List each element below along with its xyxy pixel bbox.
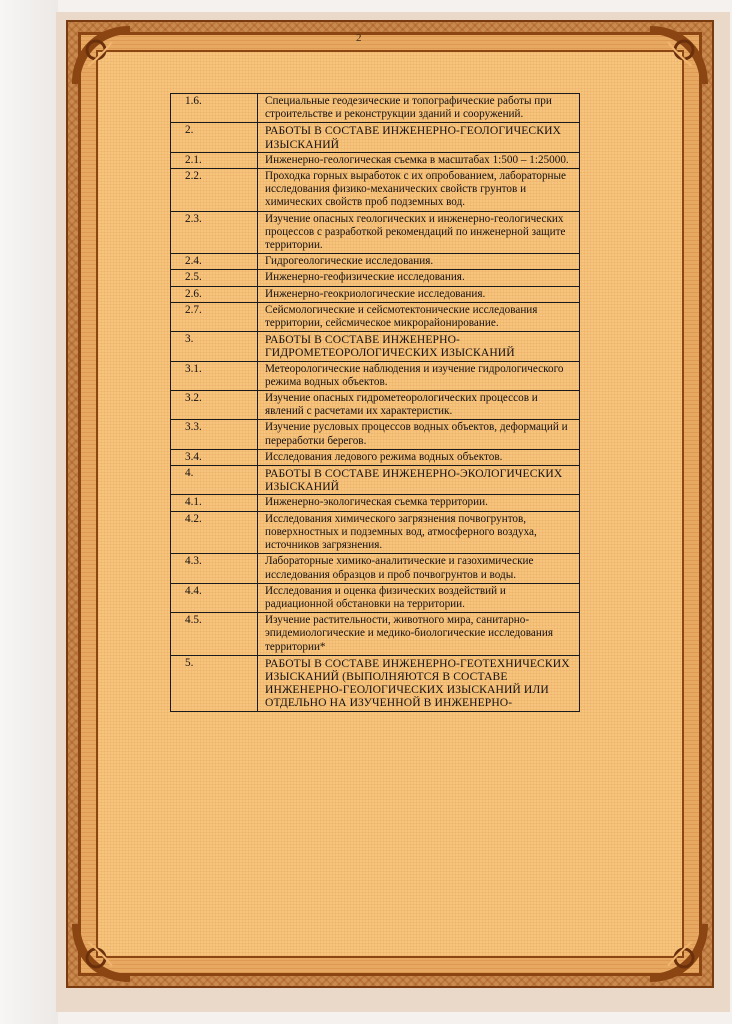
works-table [170,93,580,712]
item-description: Гидрогеологические исследования. [258,254,580,270]
item-description: Инженерно-геологическая съемка в масштабах 1:500 – 1:25000. [258,152,580,168]
page-number: 2 [356,32,362,44]
item-number: 3.4. [171,449,258,465]
table-row [171,613,580,656]
item-number: 2.7. [171,302,258,331]
corner-ornament-icon [66,918,136,988]
item-number: 4. [171,466,258,495]
item-number: 4.5. [171,613,258,656]
table-row [171,169,580,212]
item-number: 5. [171,655,258,711]
item-description: Исследования и оценка физических воздействий и радиационной обстановки на территории. [258,583,580,612]
item-description: Инженерно-экологическая съемка территории. [258,495,580,511]
item-description: Проходка горных выработок с их опробованием, лабораторные исследования физико-механических свойств грунтов и химических свойств проб подземных вод. [258,169,580,212]
table-row [171,583,580,612]
table-row [171,211,580,254]
section-heading: РАБОТЫ В СОСТАВЕ ИНЖЕНЕРНО-ГИДРОМЕТЕОРОЛОГИЧЕСКИХ ИЗЫСКАНИЙ [258,332,580,361]
table-row [171,466,580,495]
table-row [171,554,580,583]
item-number: 4.4. [171,583,258,612]
item-number: 3.2. [171,391,258,420]
item-number: 4.2. [171,511,258,554]
table-row [171,495,580,511]
section-heading: РАБОТЫ В СОСТАВЕ ИНЖЕНЕРНО-ГЕОТЕХНИЧЕСКИХ ИЗЫСКАНИЙ (ВЫПОЛНЯЮТСЯ В СОСТАВЕ ИНЖЕНЕРНО-ГЕОЛОГИЧЕСКИХ ИЗЫСКАНИЙ ИЛИ ОТДЕЛЬНО НА ИЗУЧЕННОЙ В ИНЖЕНЕРНО- [258,655,580,711]
corner-ornament-icon [644,918,714,988]
scan-margin [0,0,58,1024]
item-number: 3.3. [171,420,258,449]
item-description: Изучение растительности, животного мира, санитарно-эпидемиологические и медико-биологические исследования территории* [258,613,580,656]
corner-ornament-icon [66,20,136,90]
item-number: 2.6. [171,286,258,302]
item-number: 2.1. [171,152,258,168]
item-number: 2.2. [171,169,258,212]
table-row [171,449,580,465]
corner-ornament-icon [644,20,714,90]
table-row [171,286,580,302]
item-number: 4.1. [171,495,258,511]
table-row [171,302,580,331]
item-description: Лабораторные химико-аналитические и газохимические исследования образцов и проб почвогрунтов и воды. [258,554,580,583]
table-row [171,254,580,270]
item-number: 3. [171,332,258,361]
item-description: Исследования химического загрязнения почвогрунтов, поверхностных и подземных вод, атмосферного воздуха, источников загрязнения. [258,511,580,554]
table-row [171,123,580,152]
item-number: 2.5. [171,270,258,286]
table-row [171,655,580,711]
item-description: Исследования ледового режима водных объектов. [258,449,580,465]
item-number: 4.3. [171,554,258,583]
table-row [171,332,580,361]
item-description: Изучение опасных гидрометеорологических процессов и явлений с расчетами их характеристик. [258,391,580,420]
section-heading: РАБОТЫ В СОСТАВЕ ИНЖЕНЕРНО-ЭКОЛОГИЧЕСКИХ ИЗЫСКАНИЙ [258,466,580,495]
item-description: Метеорологические наблюдения и изучение гидрологического режима водных объектов. [258,361,580,390]
item-description: Изучение опасных геологических и инженерно-геологических процессов с разработкой рекомендаций по инженерной защите территории. [258,211,580,254]
item-description: Инженерно-геокриологические исследования. [258,286,580,302]
table-row [171,391,580,420]
table-row [171,420,580,449]
item-number: 2.3. [171,211,258,254]
item-number: 2.4. [171,254,258,270]
table-row [171,94,580,123]
item-number: 1.6. [171,94,258,123]
item-description: Сейсмологические и сейсмотектонические исследования территории, сейсмическое микрорайонирование. [258,302,580,331]
table-row [171,152,580,168]
table-row [171,270,580,286]
table-row [171,511,580,554]
item-description: Специальные геодезические и топографические работы при строительстве и реконструкции зданий и сооружений. [258,94,580,123]
item-description: Изучение русловых процессов водных объектов, деформаций и переработки берегов. [258,420,580,449]
item-description: Инженерно-геофизические исследования. [258,270,580,286]
item-number: 2. [171,123,258,152]
item-number: 3.1. [171,361,258,390]
table-row [171,361,580,390]
section-heading: РАБОТЫ В СОСТАВЕ ИНЖЕНЕРНО-ГЕОЛОГИЧЕСКИХ ИЗЫСКАНИЙ [258,123,580,152]
